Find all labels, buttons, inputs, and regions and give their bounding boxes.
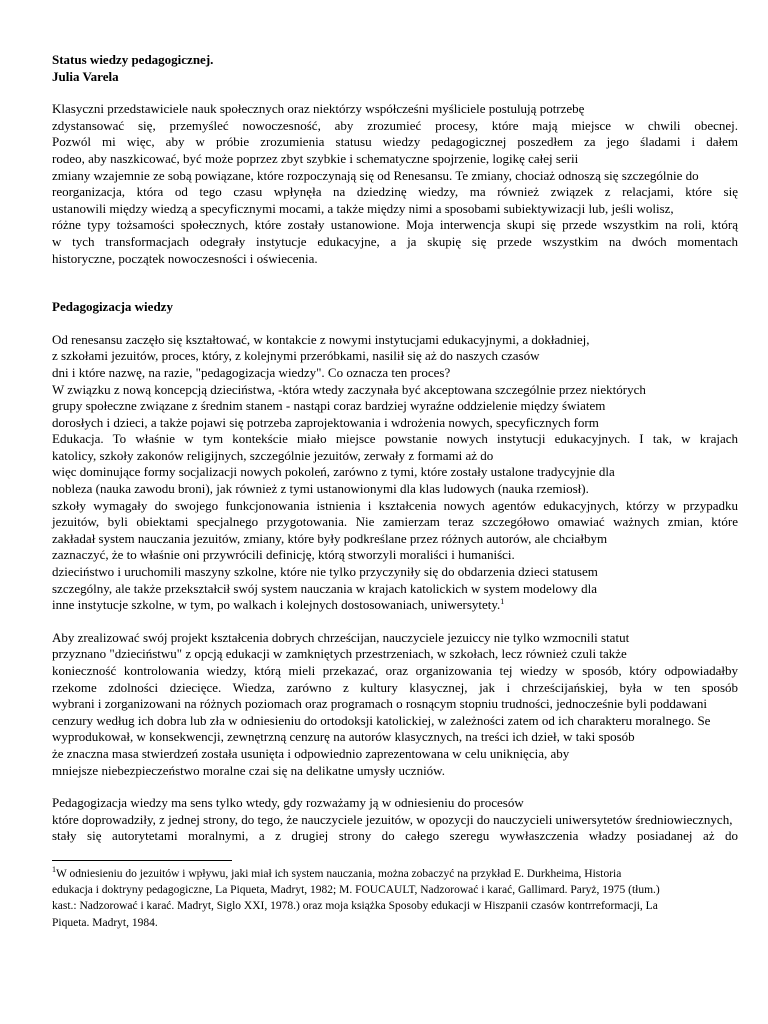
text-line: które doprowadziły, z jednej strony, do tego, że nauczyciele jezuitów, w opozycji do nauczycieli uniwersytetów średniowiecznych, [52,811,733,827]
title-block [52,52,738,85]
body-paragraph-2 [52,630,738,779]
text-line: cenzury według ich dobra lub zła w odniesieniu do ortodoksji katolickiej, w zależności zatem od ich charakteru moralnego. Se [52,712,711,728]
text-line: zaznaczyć, że to właśnie oni przywrócili definicję, którą stworzyli moraliści i humaniści. [52,547,515,563]
text-line: konieczność kontrolowania wiedzy, którą mieli przekazać, oraz organizowania tej wiedzy w sposób, który odpowiadałby [52,663,738,678]
text-line: rzekome zdolności dziecięce. Wiedza, zarówno z kultury klasycznej, jak i chrześcijańskiej, była w ten sposób [52,679,738,695]
footnote-line: edukacja i doktryny pedagogiczne, La Piqueta, Madryt, 1982; M. FOUCAULT, Nadzorować i karać, Gallimard. Paryż, 1975 (tłum.) [52,884,660,897]
text-line: zmiany wzajemnie ze sobą powiązane, które rozpoczynają się od Renesansu. Te zmiany, chociaż odnoszą się szczególnie do [52,167,699,183]
body-paragraph-1 [52,332,738,614]
text-line: zdystansować się, przemyśleć nowoczesność, aby zrozumieć procesy, które mają miejsce w chwili obecnej. [52,117,738,133]
footnote-line [52,866,712,882]
footnote [52,866,712,931]
text-line: szkoły wymagały do swojego funkcjonowania istnienia i kształcenia nowych agentów edukacyjnych, którzy w przypadku [52,497,738,513]
section-heading: Pedagogizacja wiedzy [52,299,173,315]
text-line: reorganizacja, która od tego czasu wpłynęła na dziedzinę wiedzy, ma również związek z relacjami, które się [52,184,738,200]
text-line: wybrani i zorganizowani na różnych poziomach oraz programach o rosnącym stopniu trudności, jednocześnie byli poddawani [52,696,707,712]
text-line: stały się autorytetami moralnymi, a z drugiej strony do całego szeregu wywłaszczenia władzy posiadanej aż do [52,828,738,844]
text-line: rodeo, aby naszkicować, być może poprzez zbyt szybkie i schematyczne spojrzenie, logikę całej serii [52,150,579,166]
text-line: szczególny, ale także przekształcił swój system nauczania w krajach katolickich w system modelowy dla [52,580,597,596]
text-line: dorosłych i dzieci, a także pojawi się potrzeba zaprojektowania i wdrożenia nowych, specyficznych form [52,414,599,430]
text-line: ustanowili między wiedzą a specyficznymi mocami, a także między nimi a sposobami subiektywizacji lub, jeśli wolisz, [52,200,674,216]
text-line: grupy społeczne związane z średnim stanem - nastąpi coraz bardziej wyraźne oddzielenie między światem [52,398,606,414]
text-line: przyznano "dzieciństwu" z opcją edukacji w zamkniętych przestrzeniach, w szkołach, lecz również czuli także [52,646,627,662]
text-line: w tych transformacjach odegrały instytucje edukacyjne, a ja skupię się przede wszystkim na dwóch momentach [52,233,738,249]
text-line: Pedagogizacja wiedzy ma sens tylko wtedy, gdy rozważamy ją w odniesieniu do procesów [52,795,524,811]
text-line [52,597,738,614]
footnote-separator [52,860,232,861]
text-line: dni i które nazwę, na razie, "pedagogizacja wiedzy". Co oznacza ten proces? [52,364,451,380]
text-line: wyprodukował, w konsekwencji, zewnętrzną cenzurę na autorów klasycznych, na treści ich dzieł, w taki sposób [52,729,635,745]
text-line: jezuitów, byli obiektami specjalnego przygotowania. Nie zamierzam teraz szczegółowo omawiać ważnych zmian, które [52,514,738,530]
footnote-reference[interactable]: 1 [500,597,505,607]
text-line: Aby zrealizować swój projekt kształcenia dobrych chrześcijan, nauczyciele jezuiccy nie tylko wzmocnili statut [52,629,630,645]
text-line: Klasyczni przedstawiciele nauk społecznych oraz niektórzy współcześni myśliciele postulują potrzebę [52,101,585,117]
text-line: z szkołami jezuitów, proces, który, z kolejnymi przeróbkami, nasilił się aż do naszych czasów [52,348,540,364]
text-line: historyczne, początek nowoczesności i oświecenia. [52,250,318,266]
text-line: więc dominujące formy socjalizacji nowych pokoleń, zarówno z tymi, które zostały ustalone tradycyjnie dla [52,464,615,480]
text-line: Od renesansu zaczęło się kształtować, w kontakcie z nowymi instytucjami edukacyjnymi, a dokładniej, [52,331,590,347]
text-line: zakładał system nauczania jezuitów, zmiany, które były podkreślane przez różnych autorów, ale chciałbym [52,530,608,546]
footnote-marker: 1 [52,865,56,874]
text-line-content: inne instytucje szkolne, w tym, po walkach i kolejnych dostosowaniach, uniwersytety. [52,597,501,613]
text-line: różne typy tożsamości społecznych, które zostały ustanowione. Moja interwencja skupi się przede wszystkim na roli, którą [52,217,738,233]
text-line: dzieciństwo i uruchomili maszyny szkolne, które nie tylko przyczyniły się do obdarzenia dzieci statusem [52,564,598,580]
document-author: Julia Varela [52,68,119,84]
text-line: mniejsze niebezpieczeństwo moralne czai się na delikatne umysły uczniów. [52,762,445,778]
text-line: W związku z nową koncepcją dzieciństwa, -która wtedy zaczynała być akceptowana szczególnie przez niektórych [52,381,646,397]
text-line: Edukacja. To właśnie w tym kontekście miało miejsce powstanie nowych instytucji edukacyjnych. I tak, w krajach [52,431,738,447]
intro-paragraph [52,101,738,267]
footnote-line: kast.: Nadzorować i karać. Madryt, Siglo XXI, 1978.) oraz moja książka Sposoby edukacji w Hiszpanii czasów kontrreformacji, La [52,900,658,913]
text-line: nobleza (nauka zawodu broni), jak również z tymi ustanowionymi dla klas ludowych (nauka rzemiosł). [52,481,589,497]
body-paragraph-3 [52,795,738,845]
text-line: katolicy, szkoły zakonów religijnych, szczególnie jezuitów, zerwały z formami aż do [52,447,494,463]
footnote-text: W odniesieniu do jezuitów i wpływu, jaki miał ich system nauczania, można zobaczyć na przykład E. Durkheima, Historia [56,868,622,880]
footnote-line: Piqueta. Madryt, 1984. [52,916,158,929]
text-line: że znaczna masa stwierdzeń została usunięta i odpowiednio zaprezentowana w celu uniknięcia, aby [52,745,570,761]
document-body [52,52,738,845]
text-line: Pozwól mi więc, aby w próbie zrozumienia statusu wiedzy pedagogicznej poszedłem za jego śladami i dałem [52,134,738,150]
document-title: Status wiedzy pedagogicznej. [52,52,214,67]
